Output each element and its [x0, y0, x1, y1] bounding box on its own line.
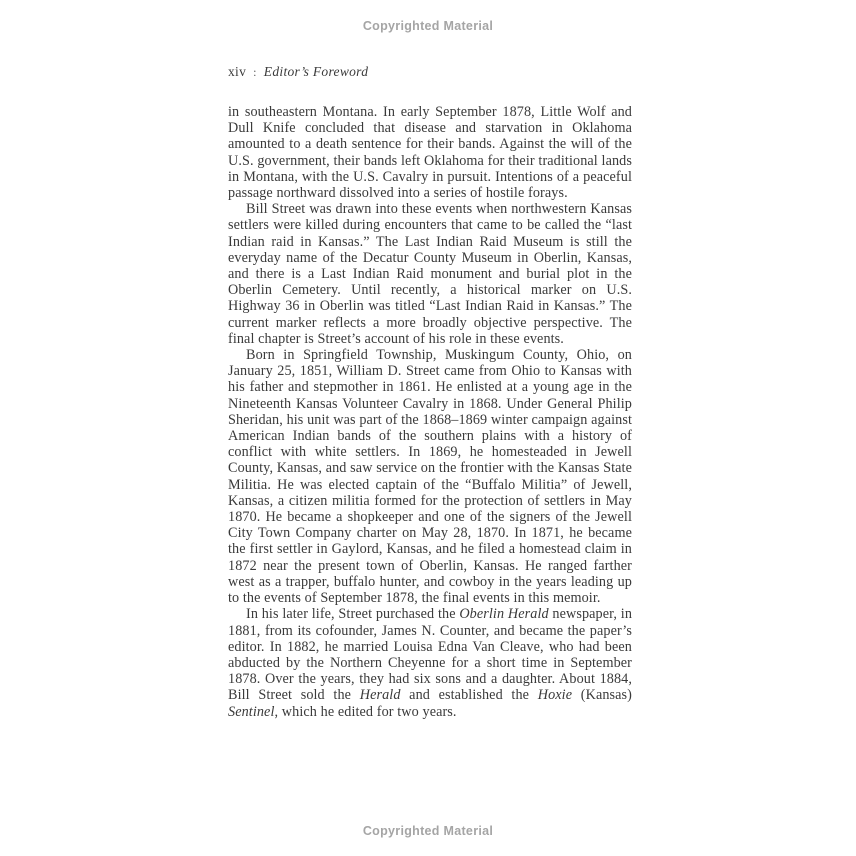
text-run: Born in Springfield Township, Muskingum County, Ohio, on January 25, 1851, William D. Street came from Ohio to Kansas with his father and stepmother in 1861. He enlisted at a young age in the Nineteenth Kansas Volunteer Cavalry in 1868. Under General Philip Sheridan, his unit was part of the 1868–1869 winter campaign against American Indian bands of the southern plains with a history of conflict with white settlers. In 1869, he homesteaded in Jewell County, Kansas, and saw service on the frontier with the Kansas State Militia. He was elected captain of the “Buffalo Militia” of Jewell, Kansas, a citizen militia formed for the protection of settlers in May 1870. He became a shopkeeper and one of the signers of the Jewell City Town Company charter on May 28, 1870. In 1871, he became the first settler in Gaylord, Kansas, and he filed a homestead claim in 1872 near the present town of Oberlin, Kansas. He ranged farther west as a trapper, buffalo hunter, and cowboy in the years leading up to the events of September 1878, the final events in this memoir.: [228, 347, 632, 607]
running-head-separator: :: [253, 65, 257, 79]
italic-text-run: Sentinel: [228, 703, 275, 720]
text-run: and established the: [400, 687, 538, 704]
page-number: xiv: [228, 64, 247, 79]
body-paragraph: [228, 201, 632, 347]
text-run: (Kansas): [572, 687, 632, 704]
chapter-title: Editor’s Foreword: [263, 64, 369, 79]
text-run: In his later life, Street purchased the: [246, 606, 460, 623]
text-run: Bill Street was drawn into these events when northwestern Kansas settlers were killed during encounters that came to be called the “last Indian raid in Kansas.” The Last Indian Raid Museum is still the everyday name of the Decatur County Museum in Oberlin, Kansas, and there is a Last Indian Raid monument and burial plot in the Oberlin Cemetery. Until recently, a historical marker on U.S. Highway 36 in Oberlin was titled “Last Indian Raid in Kansas.” The current marker reflects a more broadly objective perspective. The final chapter is Street’s account of his role in these events.: [228, 201, 632, 347]
italic-text-run: Oberlin Herald: [459, 606, 549, 623]
text-run: newspaper, in 1881, from its cofounder, James N. Counter, and became the paper’s editor. In 1882, he married Louisa Edna Van Cleave, who had been abducted by the Northern Cheyenne for a short time in September 1878. Over the years, they had six sons and a daughter. About 1884, Bill Street sold the: [228, 606, 633, 704]
italic-text-run: Hoxie: [537, 687, 573, 704]
copyright-notice-bottom: Copyrighted Material: [362, 824, 494, 838]
text-run: in southeastern Montana. In early September 1878, Little Wolf and Dull Knife concluded that disease and starvation in Oklahoma amounted to a death sentence for their bands. Against the will of the U.S. government, their bands left Oklahoma for their traditional lands in Montana, with the U.S. Cavalry in pursuit. Intentions of a peaceful passage northward dissolved into a series of hostile forays.: [228, 104, 632, 202]
copyright-notice-top: Copyrighted Material: [362, 19, 494, 33]
body-paragraph: [228, 347, 632, 606]
text-run: , which he edited for two years.: [274, 703, 457, 720]
body-paragraph: [228, 104, 632, 201]
running-head: [228, 64, 368, 80]
body-paragraph: [228, 606, 632, 719]
italic-text-run: Herald: [359, 687, 401, 704]
body-text: [228, 104, 632, 720]
